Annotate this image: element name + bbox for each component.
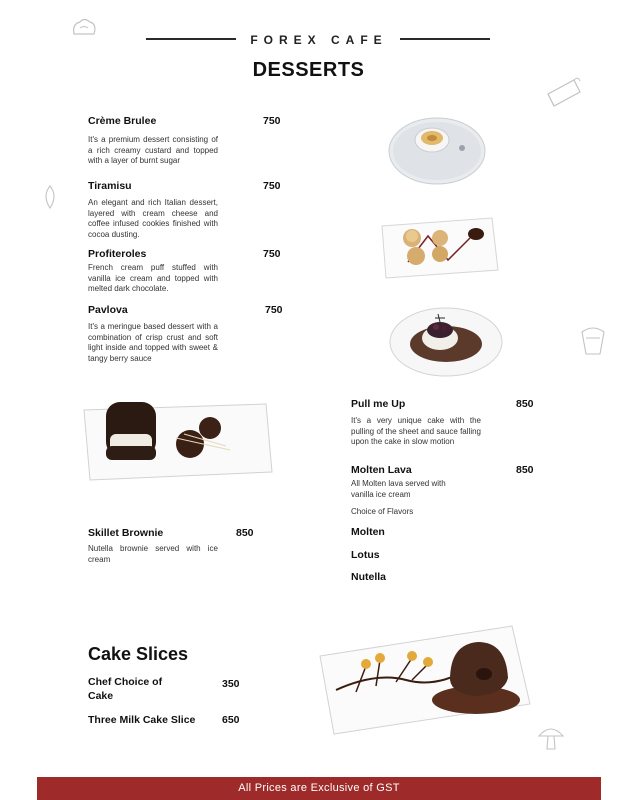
tiramisu-desc: An elegant and rich Italian dessert, layered with cream cheese and coffee infused cookies finished with cocoa dusting. bbox=[88, 198, 218, 239]
profiteroles-desc: French cream puff stuffed with vanilla ice cream and topped with melted dark chocolate. bbox=[88, 263, 218, 293]
profiteroles-price: 750 bbox=[263, 248, 281, 260]
skillet-brownie-name: Skillet Brownie bbox=[88, 527, 164, 539]
creme-brulee-name: Crème Brulee bbox=[88, 115, 157, 127]
pull-me-up-price: 850 bbox=[516, 398, 534, 410]
skillet-brownie-desc: Nutella brownie served with ice cream bbox=[88, 544, 218, 564]
flavor-choice-label: Choice of Flavors bbox=[351, 507, 414, 516]
profiteroles-name: Profiteroles bbox=[88, 248, 147, 260]
three-milk-name: Three Milk Cake Slice bbox=[88, 714, 196, 726]
skillet-brownie-price: 850 bbox=[236, 527, 254, 539]
flavor-option: Molten bbox=[351, 526, 385, 538]
creme-brulee-desc: It's a premium dessert consisting of a rich creamy custard and topped with a layer of burnt sugar bbox=[88, 135, 218, 165]
tiramisu-name: Tiramisu bbox=[88, 180, 132, 192]
leaf-doodle-icon bbox=[40, 184, 60, 210]
chef-choice-name-line1: Chef Choice of bbox=[88, 676, 163, 688]
page-title: DESSERTS bbox=[252, 59, 365, 81]
pull-me-up-desc: It's a very unique cake with the pulling of the sheet and sauce falling upon the cake in slow motion bbox=[351, 416, 481, 446]
creme-brulee-photo bbox=[386, 108, 488, 188]
molten-lava-desc: All Molten lava served with vanilla ice cream bbox=[351, 479, 446, 499]
pavlova-photo bbox=[388, 300, 504, 378]
flavor-option: Nutella bbox=[351, 571, 387, 583]
flavor-option: Lotus bbox=[351, 549, 380, 561]
pie-doodle-icon bbox=[578, 322, 608, 358]
profiteroles-photo bbox=[378, 214, 500, 282]
brand-name: FOREX CAFE bbox=[250, 33, 388, 47]
mushroom-doodle-icon bbox=[536, 722, 566, 752]
pavlova-desc: It's a meringue based dessert with a combination of crisp crust and soft light inside and topped with sweet & tangy berry sauce bbox=[88, 322, 218, 363]
skillet-brownie-photo bbox=[80, 388, 276, 484]
molten-lava-price: 850 bbox=[516, 464, 534, 476]
gst-footer: All Prices are Exclusive of GST bbox=[37, 777, 601, 800]
cake-slices-title: Cake Slices bbox=[88, 644, 189, 664]
pavlova-price: 750 bbox=[265, 304, 283, 316]
pavlova-name: Pavlova bbox=[88, 304, 128, 316]
chef-choice-name-line2: Cake bbox=[88, 690, 114, 702]
molten-lava-photo bbox=[316, 620, 536, 738]
chef-choice-price: 350 bbox=[222, 678, 240, 690]
three-milk-price: 650 bbox=[222, 714, 240, 726]
pull-me-up-name: Pull me Up bbox=[351, 398, 406, 410]
tiramisu-price: 750 bbox=[263, 180, 281, 192]
molten-lava-name: Molten Lava bbox=[351, 464, 412, 476]
creme-brulee-price: 750 bbox=[263, 115, 281, 127]
